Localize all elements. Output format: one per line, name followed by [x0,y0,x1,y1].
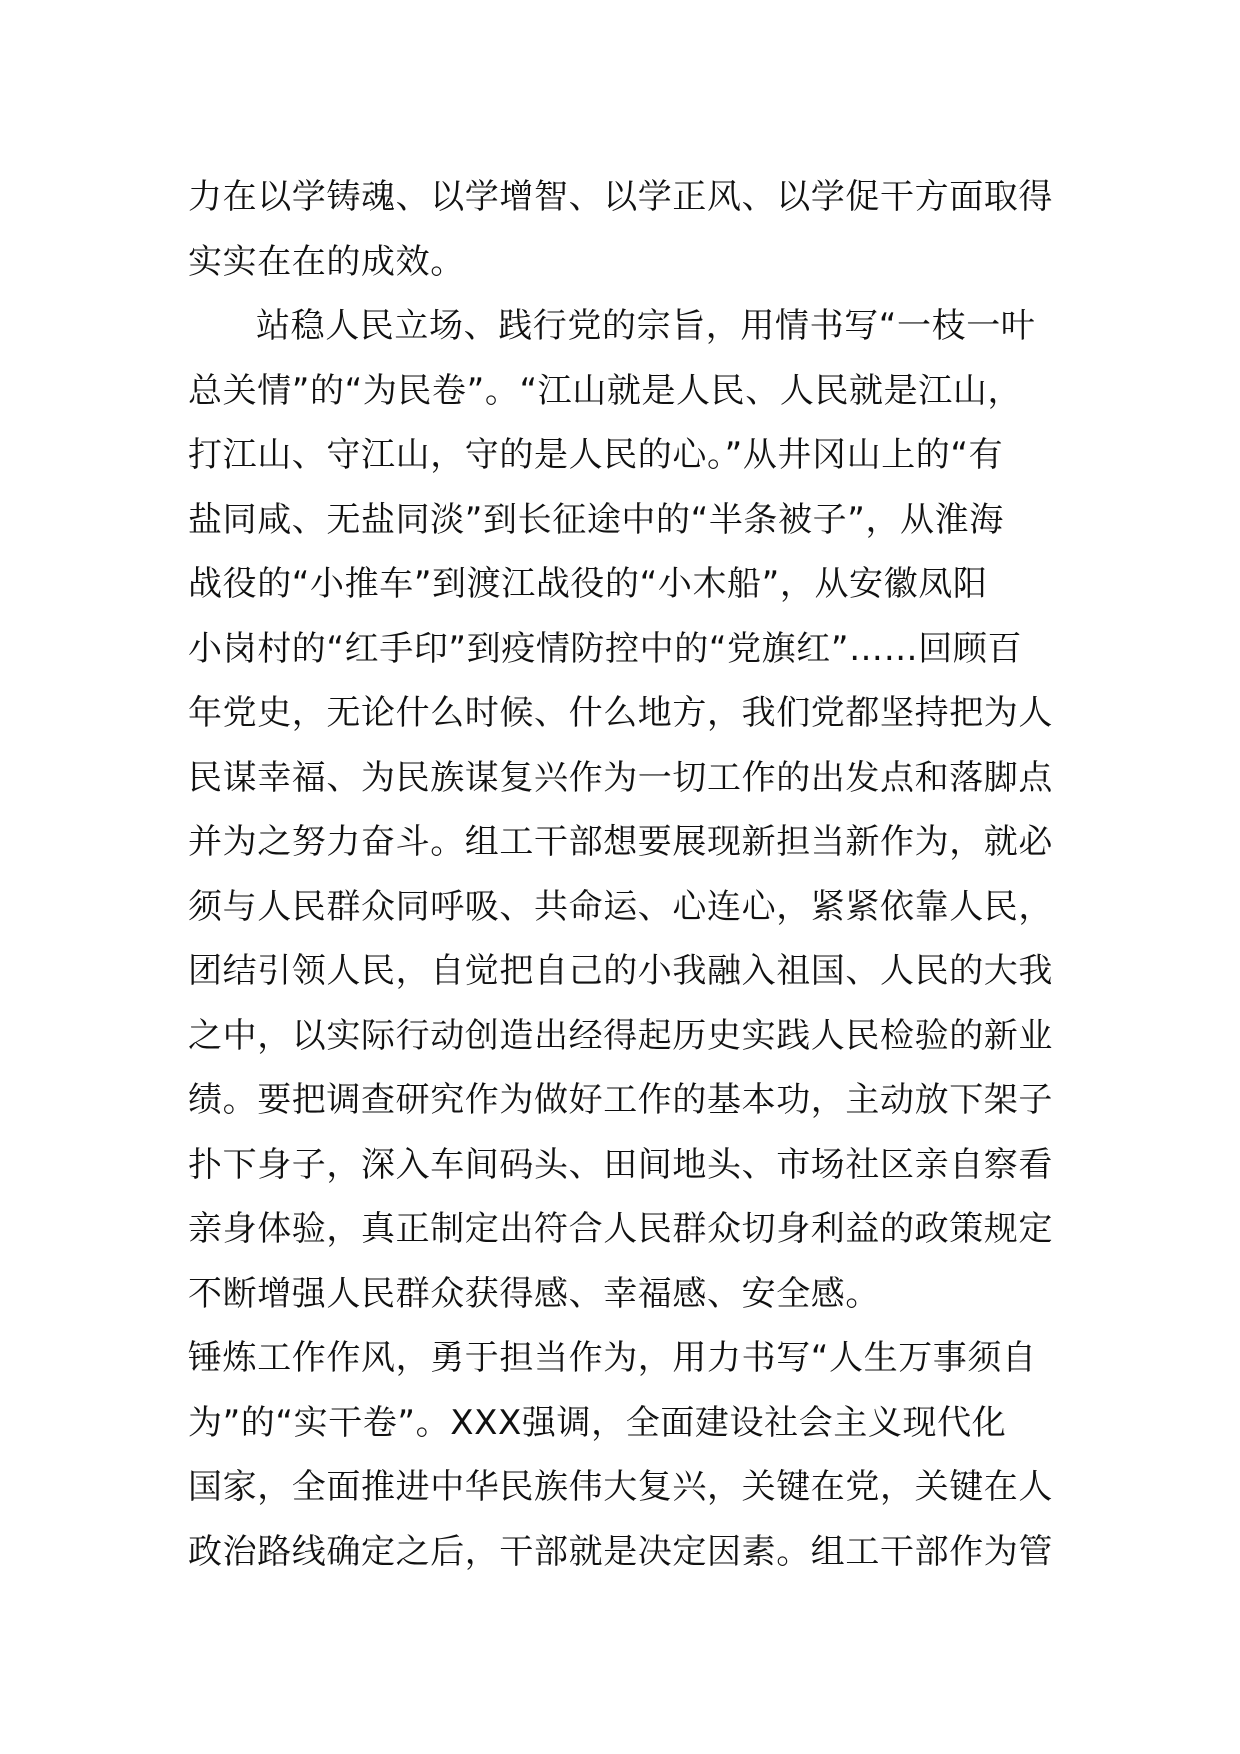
text-line: 力在以学铸魂、以学增智、以学正风、以学促干方面取得 [188,177,1053,217]
text-line: 国家，全面推进中华民族伟大复兴，关键在党，关键在人 [188,1467,1053,1507]
text-line: 打江山、守江山，守的是人民的心。”从井冈山上的“有 [188,435,1004,475]
text-line: 并为之努力奋斗。组工干部想要展现新担当新作为，就必 [188,822,1053,862]
text-line: 不断增强人民群众获得感、幸福感、安全感。 [188,1273,880,1314]
text-line: 扑下身子，深入车间码头、田间地头、市场社区亲自察看 [188,1144,1053,1185]
paragraph-first-line: 锤炼工作作风，勇于担当作为，用力书写“人生万事须自 [188,1338,1037,1378]
text-line: 实实在在的成效。 [188,241,465,282]
text-line: 须与人民群众同呼吸、共命运、心连心，紧紧依靠人民， [188,886,1053,927]
text-line: 绩。要把调查研究作为做好工作的基本功，主动放下架子 [188,1080,1053,1120]
text-line: 年党史，无论什么时候、什么地方，我们党都坚持把为人 [188,693,1053,733]
text-line: 政治路线确定之后，干部就是决定因素。组工干部作为管 [188,1531,1053,1572]
text-line: 团结引领人民，自觉把自己的小我融入祖国、人民的大我 [188,951,1053,991]
text-line: 亲身体验，真正制定出符合人民群众切身利益的政策规定 [188,1209,1053,1249]
text-line: 之中，以实际行动创造出经得起历史实践人民检验的新业 [188,1015,1053,1056]
body-text [188,165,1088,1584]
text-line: 盐同咸、无盐同淡”到长征途中的“半条被子”，从淮海 [188,499,1004,540]
paragraph-first-line: 站稳人民立场、践行党的宗旨，用情书写“一枝一叶 [256,306,1036,346]
text-line: 为”的“实干卷”。XXX强调，全面建设社会主义现代化 [188,1402,1007,1443]
text-line: 总关情”的“为民卷”。“江山就是人民、人民就是江山， [188,370,1023,411]
text-line: 战役的“小推车”到渡江战役的“小木船”，从安徽凤阳 [188,564,988,604]
text-line: 民谋幸福、为民族谋复兴作为一切工作的出发点和落脚点 [188,757,1053,798]
text-line: 小岗村的“红手印”到疫情防控中的“党旗红”……回顾百 [188,628,1023,669]
